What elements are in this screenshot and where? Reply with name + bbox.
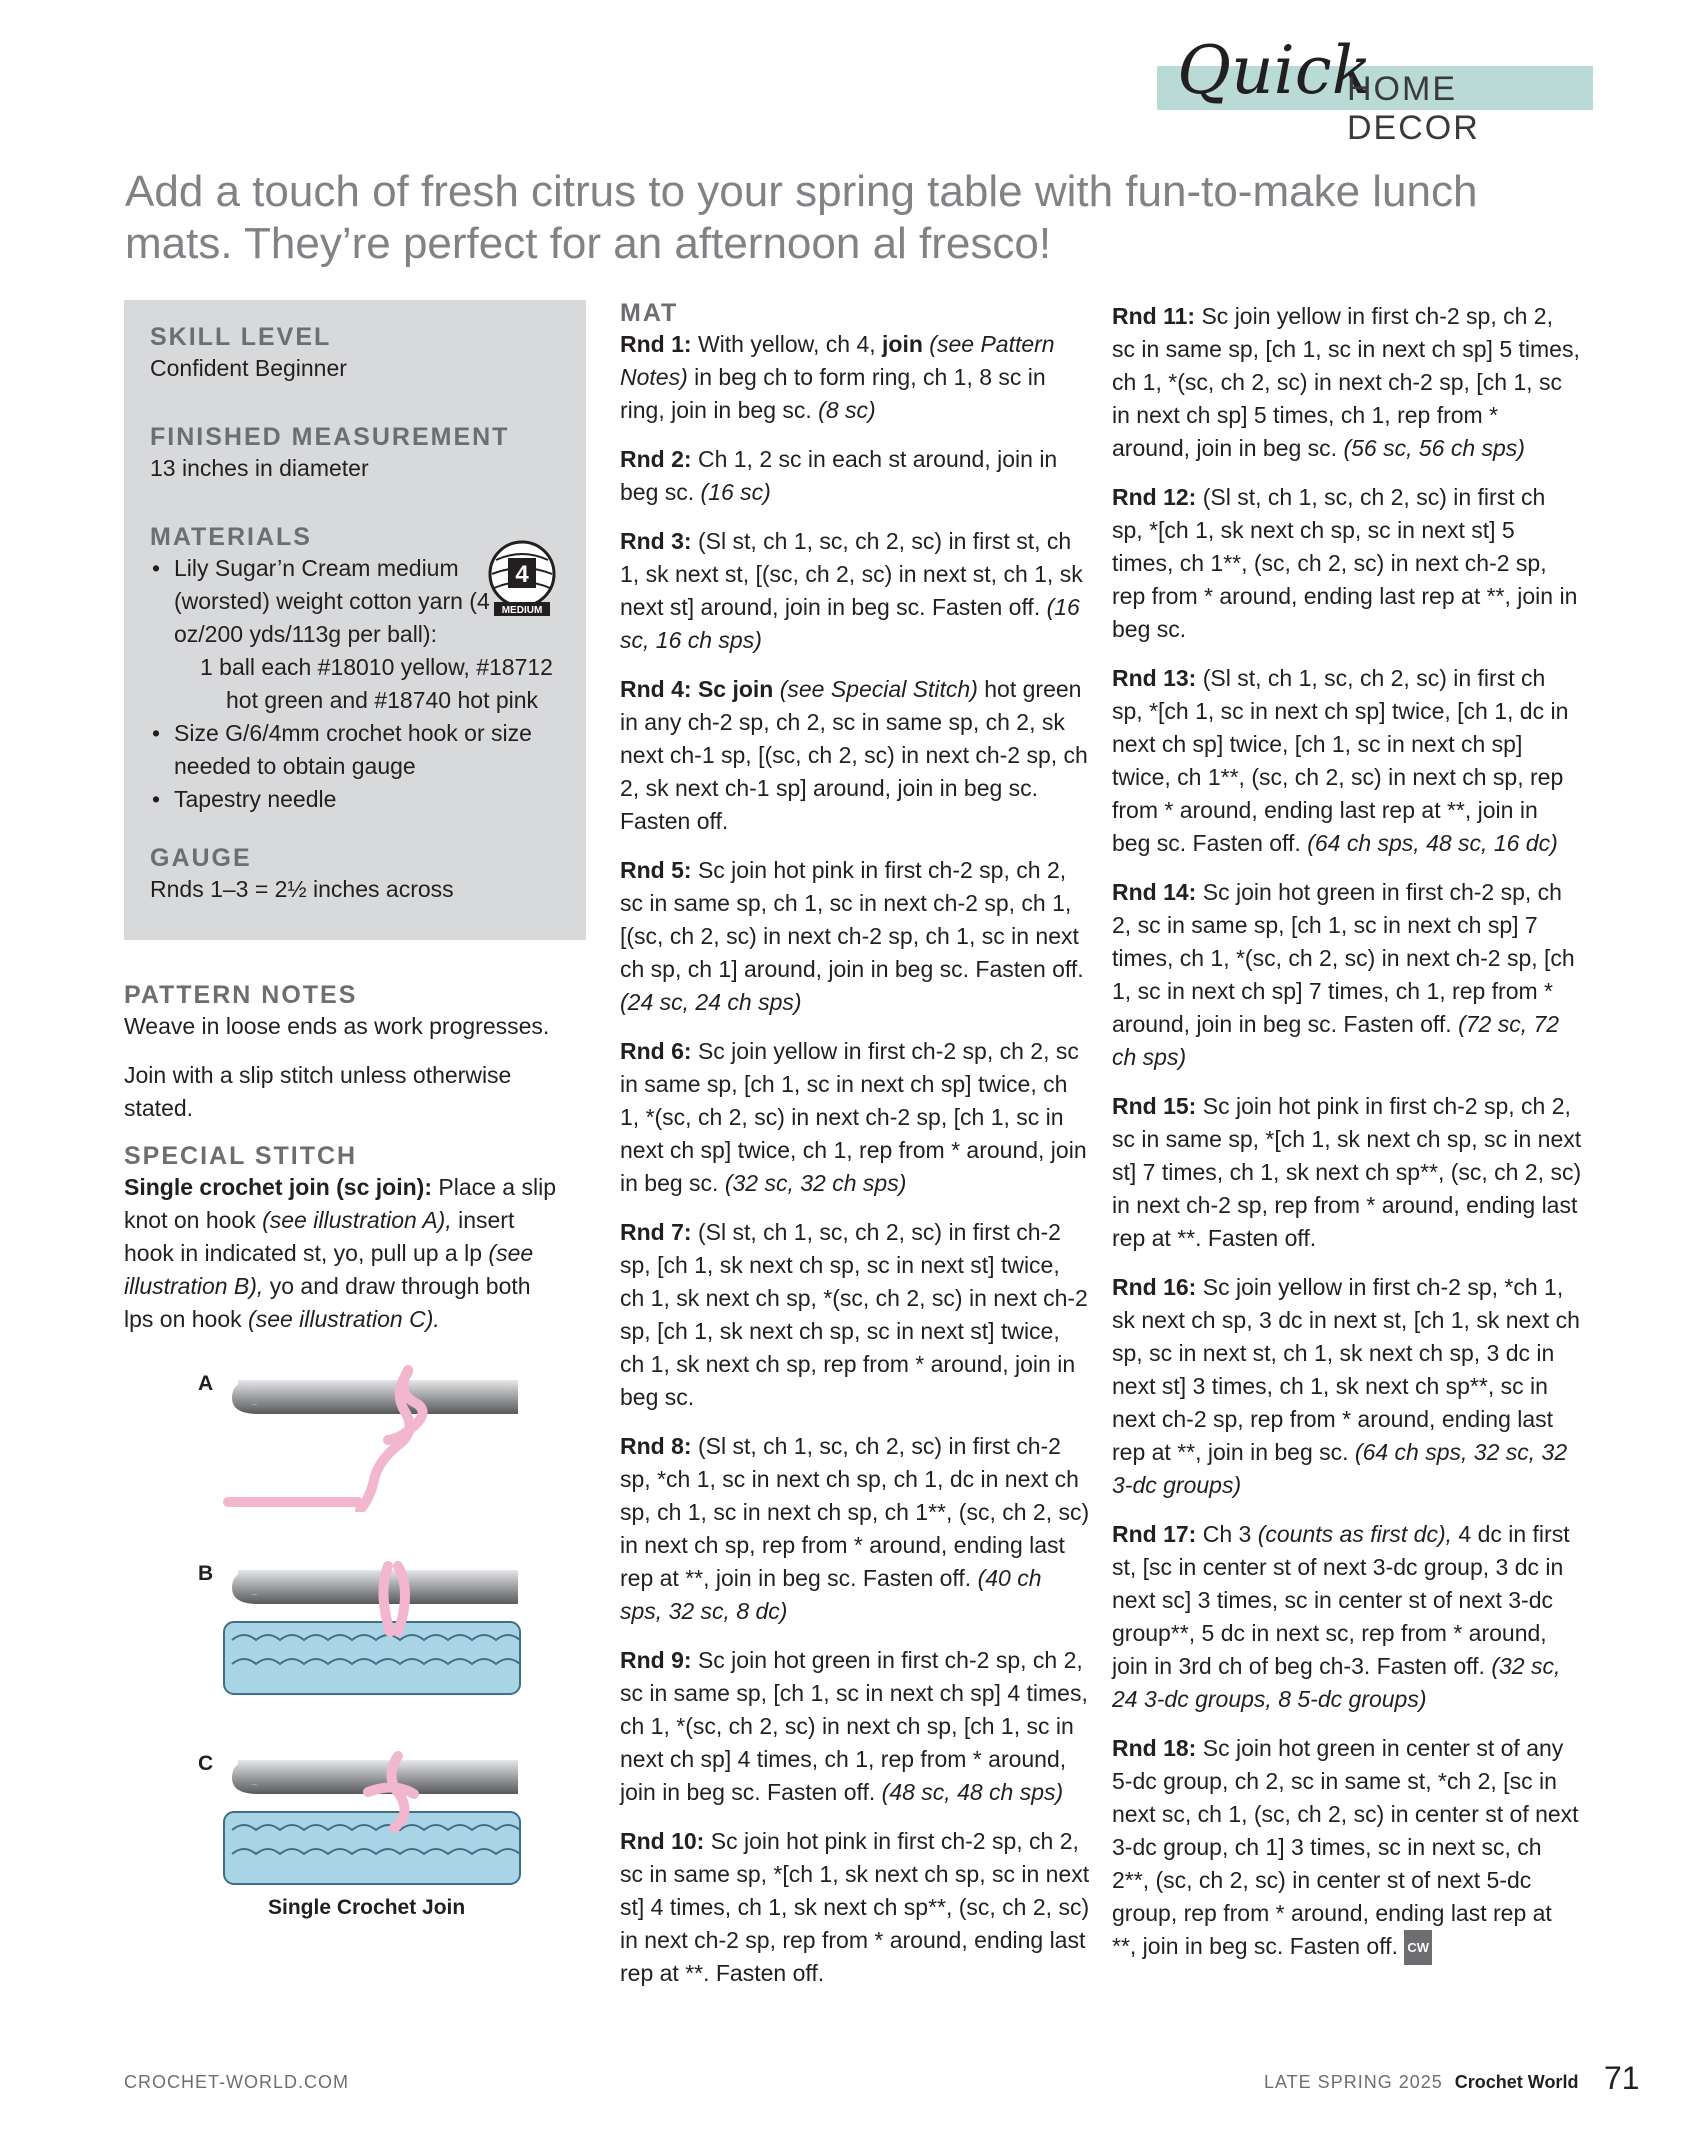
round-item: Rnd 1: With yellow, ch 4, join (see Pattern Notes) in beg ch to form ring, ch 1, 8 sc in ring, join in beg sc. (8 sc): [620, 331, 1055, 423]
round-item: Rnd 5: Sc join hot pink in first ch-2 sp, ch 2, sc in same sp, ch 1, sc in next ch-2 sp, ch 1, [(sc, ch 2, sc) in next ch-2 sp, ch 1, sc in next ch sp, ch 1] around, join in beg sc. Fasten off. (24 sc, 24 ch sps): [620, 857, 1084, 1015]
section-badge: [1157, 32, 1593, 147]
illustration-caption: Single Crochet Join: [268, 1896, 466, 1919]
illustration-label-c: C: [198, 1752, 214, 1775]
pattern-notes-label: PATTERN NOTES: [124, 981, 358, 1009]
materials-label: MATERIALS: [150, 523, 312, 551]
pattern-note: Weave in loose ends as work progresses.: [124, 1013, 550, 1039]
round-item: Rnd 17: Ch 3 (counts as first dc), 4 dc in first st, [sc in center st of next 3-dc group, 3 dc in next sc] 3 times, sc in center st of next 3-dc group**, 5 dc in next sc, rep from * around, join in 3rd ch of beg ch-3. Fasten off. (32 sc, 24 3-dc groups, 8 5-dc groups): [1112, 1521, 1570, 1712]
round-item: Rnd 11: Sc join yellow in first ch-2 sp, ch 2, sc in same sp, [ch 1, sc in next ch sp] 5 times, ch 1, *(sc, ch 2, sc) in next ch-2 sp, [ch 1, sc in next ch sp] 5 times, ch 1, rep from * around, join in beg sc. (56 sc, 56 ch sps): [1112, 303, 1580, 461]
round-item: Rnd 9: Sc join hot green in first ch-2 sp, ch 2, sc in same sp, [ch 1, sc in next ch sp] 4 times, ch 1, *(sc, ch 2, sc) in next ch sp, [ch 1, sc in next ch sp] 4 times, ch 1, rep from * around, join in beg sc. Fasten off. (48 sc, 48 ch sps): [620, 1647, 1088, 1805]
round-item: Rnd 15: Sc join hot pink in first ch-2 sp, ch 2, sc in same sp, *[ch 1, sk next ch sp, sc in next st] 7 times, ch 1, sk next ch sp**, (sc, ch 2, sc) in next ch-2 sp, rep from * around, ending last rep at **. Fasten off.: [1112, 1093, 1582, 1251]
special-stitch-text: Single crochet join (sc join): Place a slip knot on hook (see illustration A), insert hook in indicated st, yo, pull up a lp (see illustration B), yo and draw through both lps on hook (see illustration C).: [124, 1174, 556, 1332]
mat-heading: MAT: [620, 299, 679, 327]
instructions-column-1: [620, 298, 1090, 2006]
materials-item: • Size G/6/4mm crochet hook or size needed to obtain gauge: [150, 717, 570, 783]
round-item: Rnd 13: (Sl st, ch 1, sc, ch 2, sc) in first ch sp, *[ch 1, sc in next ch sp] twice, [ch 1, dc in next ch sp] twice, [ch 1, sc in next ch sp] twice, ch 1**, (sc, ch 2, sc) in next ch sp, rep from * around, ending last rep at **, join in beg sc. Fasten off. (64 ch sps, 48 sc, 16 dc): [1112, 665, 1569, 856]
gauge-label: GAUGE: [150, 844, 252, 872]
materials-item: • Lily Sugar’n Cream medium (worsted) weight cotton yarn (4 oz/200 yds/113g per ball): 1 ball each #18010 yellow, #18712 hot green and #18740 hot pink: [150, 552, 570, 717]
end-mark-icon: CW: [1404, 1930, 1432, 1965]
skill-value: Confident Beginner: [150, 355, 347, 381]
illustration-c: [218, 1742, 528, 1892]
skill-section: [150, 322, 570, 385]
yarn-weight-icon: [484, 540, 560, 618]
round-item: Rnd 4: Sc join (see Special Stitch) hot green in any ch-2 sp, ch 2, sc in same sp, ch 2, sk next ch-1 sp, [(sc, ch 2, sc) in next ch-2 sp, ch 2, sk next ch-1 sp] around, join in beg sc. Fasten off.: [620, 676, 1088, 834]
footer-magazine: Crochet World: [1454, 2072, 1579, 2092]
round-item: Rnd 3: (Sl st, ch 1, sc, ch 2, sc) in first st, ch 1, sk next st, [(sc, ch 2, sc) in next st, ch 1, sk next st] around, join in beg sc. Fasten off. (16 sc, 16 ch sps): [620, 528, 1083, 653]
round-item: Rnd 14: Sc join hot green in first ch-2 sp, ch 2, sc in same sp, [ch 1, sc in next ch sp] 7 times, ch 1, *(sc, ch 2, sc) in next ch-2 sp, [ch 1, sc in next ch sp] 7 times, ch 1, rep from * around, join in beg sc. Fasten off. (72 sc, 72 ch sps): [1112, 879, 1575, 1070]
badge-script-word: Quick: [1177, 32, 1372, 109]
measurement-value: 13 inches in diameter: [150, 455, 369, 481]
round-item: Rnd 16: Sc join yellow in first ch-2 sp, *ch 1, sk next ch sp, 3 dc in next st, [ch 1, sk next ch sp, sc in next st, ch 1, sk next ch sp, 3 dc in next st] 3 times, ch 1, sk next ch sp**, sc in next ch-2 sp, rep from * around, ending last rep at **, join in beg sc. (64 ch sps, 32 sc, 32 3-dc groups): [1112, 1274, 1580, 1498]
round-item: Rnd 8: (Sl st, ch 1, sc, ch 2, sc) in first ch-2 sp, *ch 1, sc in next ch sp, ch 1, dc in next ch sp, ch 1, sc in next ch sp, ch 1**, (sc, ch 2, sc) in next ch sp, rep from * around, ending last rep at **, join in beg sc. Fasten off. (40 ch sps, 32 sc, 8 dc): [620, 1433, 1090, 1624]
round-item: Rnd 6: Sc join yellow in first ch-2 sp, ch 2, sc in same sp, [ch 1, sc in next ch sp] twice, ch 1, *(sc, ch 2, sc) in next ch-2 sp, [ch 1, sc in next ch sp] twice, ch 1, rep from * around, join in beg sc. (32 sc, 32 ch sps): [620, 1038, 1087, 1196]
instructions-column-2: [1112, 300, 1582, 1981]
gauge-value: Rnds 1–3 = 2½ inches across: [150, 876, 454, 902]
measurement-label: FINISHED MEASUREMENT: [150, 423, 510, 451]
pattern-notes: [124, 980, 564, 1336]
gauge-section: [150, 843, 570, 906]
materials-item: • Tapestry needle: [150, 783, 570, 816]
pattern-note: Join with a slip stitch unless otherwise stated.: [124, 1062, 512, 1121]
yarn-detail-2: hot green and #18740 hot pink: [226, 687, 539, 713]
round-item: Rnd 12: (Sl st, ch 1, sc, ch 2, sc) in first ch sp, *[ch 1, sk next ch sp, sc in next st] 5 times, ch 1**, (sc, ch 2, sc) in next ch-2 sp, rep from * around, ending last rep at **, join in beg sc.: [1112, 484, 1578, 642]
round-item: Rnd 18: Sc join hot green in center st of any 5-dc group, ch 2, sc in same st, *ch 2, [sc in next sc, ch 1, (sc, ch 2, sc) in center st of next 3-dc group, ch 1] 3 times, sc in next sc, ch 2**, (sc, ch 2, sc) in center st of next 5-dc group, rep from * around, ending last rep at **, join in beg sc. Fasten off. CW: [1112, 1732, 1582, 1965]
yarn-weight-number: 4: [515, 561, 529, 588]
round-item: Rnd 2: Ch 1, 2 sc in each st around, join in beg sc. (16 sc): [620, 446, 1058, 505]
yarn-detail-1: 1 ball each #18010 yellow, #18712: [200, 654, 553, 680]
measurement-section: [150, 422, 570, 485]
footer-issue: LATE SPRING 2025 Crochet World: [1264, 2072, 1579, 2092]
round-item: Rnd 10: Sc join hot pink in first ch-2 sp, ch 2, sc in same sp, *[ch 1, sk next ch sp, sc in next st] 4 times, ch 1, sk next ch sp**, (sc, ch 2, sc) in next ch-2 sp, rep from * around, ending last rep at **. Fasten off.: [620, 1828, 1090, 1986]
intro-text: Add a touch of fresh citrus to your spring table with fun-to-make lunch mats. They’re perfect for an afternoon al fresco!: [125, 167, 1478, 268]
badge-section-label: HOME DECOR: [1347, 70, 1480, 147]
special-stitch-label: SPECIAL STITCH: [124, 1142, 358, 1170]
yarn-weight-text: MEDIUM: [501, 605, 543, 616]
illustration-a: [218, 1362, 528, 1512]
skill-label: SKILL LEVEL: [150, 323, 332, 351]
footer-website: CROCHET-WORLD.COM: [124, 2072, 349, 2092]
illustration-label-a: A: [198, 1372, 214, 1395]
illustration-b: [218, 1552, 528, 1702]
round-item: Rnd 7: (Sl st, ch 1, sc, ch 2, sc) in first ch-2 sp, [ch 1, sk next ch sp, sc in next st] twice, ch 1, sk next ch sp, *(sc, ch 2, sc) in next ch-2 sp, [ch 1, sk next ch sp, sc in next st] twice, ch 1, sk next ch sp, rep from * around, join in beg sc.: [620, 1219, 1088, 1410]
page-number: 71: [1604, 2060, 1640, 2096]
illustration-label-b: B: [198, 1562, 214, 1585]
